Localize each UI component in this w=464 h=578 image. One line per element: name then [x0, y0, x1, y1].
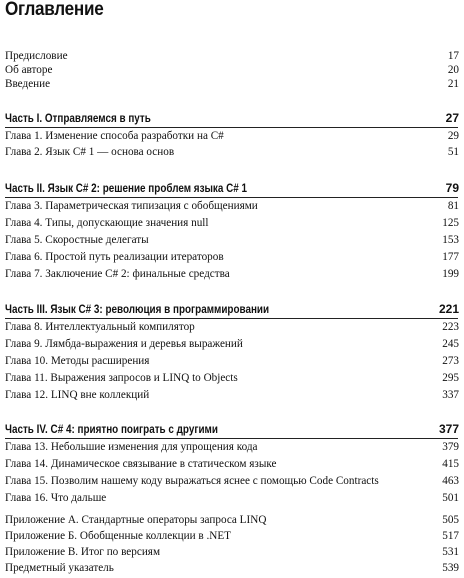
divider [5, 318, 458, 319]
toc-front-item-label: Введение [5, 78, 51, 90]
toc-chapter-item[interactable] [5, 337, 459, 351]
toc-chapter-item[interactable] [5, 457, 459, 471]
toc-chapter-item-label: Глава 2. Язык C# 1 — основа основ [5, 146, 175, 158]
toc-part-heading-label: Часть II. Язык C# 2: решение проблем языка C# 1 [5, 183, 248, 195]
toc-front-item-label: Предисловие [5, 50, 68, 62]
toc-back-item-label: Предметный указатель [5, 562, 114, 574]
toc-part-heading-label: Часть III. Язык C# 3: революция в программировании [5, 304, 270, 316]
toc-chapter-item-label: Глава 14. Динамическое связывание в статическом языке [5, 458, 277, 470]
toc-back-item-page-number: 539 [442, 562, 459, 574]
page-title: Оглавление [5, 0, 104, 20]
divider [5, 438, 458, 439]
toc-chapter-item[interactable] [5, 440, 459, 454]
toc-back-item[interactable] [5, 561, 459, 575]
toc-chapter-item[interactable] [5, 371, 459, 385]
toc-chapter-item[interactable] [5, 129, 459, 143]
toc-chapter-item-page-number: 415 [442, 458, 459, 470]
toc-front-item-page-number: 17 [447, 50, 459, 62]
toc-chapter-item[interactable] [5, 474, 459, 488]
toc-chapter-item-label: Глава 11. Выражения запросов и LINQ to Objects [5, 372, 238, 384]
toc-back-item-label: Приложение А. Стандартные операторы запроса LINQ [5, 514, 267, 526]
toc-chapter-item[interactable] [5, 388, 459, 402]
toc-back-item-label: Приложение Б. Обобщенные коллекции в .NET [5, 530, 232, 542]
divider [5, 197, 458, 198]
divider [5, 127, 458, 128]
toc-chapter-item[interactable] [5, 267, 459, 281]
toc-chapter-item-label: Глава 1. Изменение способа разработки на C# [5, 130, 224, 142]
toc-front-item[interactable] [5, 49, 459, 63]
toc-back-item[interactable] [5, 513, 459, 527]
toc-chapter-item-page-number: 245 [442, 338, 459, 350]
toc-chapter-item[interactable] [5, 320, 459, 334]
toc-chapter-item-page-number: 199 [442, 268, 459, 280]
toc-chapter-item[interactable] [5, 491, 459, 505]
toc-chapter-item[interactable] [5, 250, 459, 264]
toc-front-item[interactable] [5, 77, 459, 91]
toc-chapter-item-page-number: 223 [442, 321, 459, 333]
toc-back-item-page-number: 517 [442, 530, 459, 542]
toc-part-heading[interactable] [5, 301, 459, 317]
toc-chapter-item-page-number: 81 [447, 200, 459, 212]
toc-chapter-item-page-number: 125 [442, 217, 459, 229]
toc-back-item[interactable] [5, 545, 459, 559]
toc-part-heading[interactable] [5, 180, 459, 196]
toc-front-item-page-number: 20 [447, 64, 459, 76]
toc-part-heading[interactable] [5, 110, 459, 126]
toc-chapter-item-label: Глава 12. LINQ вне коллекций [5, 389, 150, 401]
toc-part-heading-label: Часть I. Отправляемся в путь [5, 113, 151, 125]
toc-chapter-item[interactable] [5, 145, 459, 159]
toc-chapter-item-page-number: 177 [442, 251, 459, 263]
toc-chapter-item-label: Глава 8. Интеллектуальный компилятор [5, 321, 195, 333]
toc-part-heading[interactable] [5, 421, 459, 437]
toc-chapter-item-label: Глава 9. Лямбда-выражения и деревья выражений [5, 338, 243, 350]
toc-part-heading-label: Часть IV. C# 4: приятно поиграть с другими [5, 424, 218, 436]
toc-chapter-item-label: Глава 5. Скоростные делегаты [5, 234, 149, 246]
toc-front-item-label: Об авторе [5, 64, 53, 76]
toc-chapter-item-page-number: 51 [447, 146, 459, 158]
toc-chapter-item-page-number: 379 [442, 441, 459, 453]
toc-chapter-item-page-number: 463 [442, 475, 459, 487]
toc-chapter-item-label: Глава 10. Методы расширения [5, 355, 150, 367]
toc-back-item-page-number: 505 [442, 514, 459, 526]
toc-chapter-item-label: Глава 3. Параметрическая типизация с обобщениями [5, 200, 258, 212]
toc-back-item-label: Приложение В. Итог по версиям [5, 546, 161, 558]
toc-part-heading-page-number: 79 [445, 181, 459, 195]
toc-chapter-item[interactable] [5, 354, 459, 368]
toc-chapter-item-page-number: 153 [442, 234, 459, 246]
toc-front-item-page-number: 21 [447, 78, 459, 90]
toc-chapter-item-label: Глава 7. Заключение C# 2: финальные средства [5, 268, 230, 280]
toc-chapter-item-label: Глава 6. Простой путь реализации итераторов [5, 251, 224, 263]
toc-chapter-item-label: Глава 4. Типы, допускающие значения null [5, 217, 209, 229]
toc-back-item[interactable] [5, 529, 459, 543]
toc-chapter-item-label: Глава 15. Позволим нашему коду выражаться яснее с помощью Code Contracts [5, 475, 379, 487]
toc-part-heading-page-number: 27 [445, 111, 459, 125]
toc-front-item[interactable] [5, 63, 459, 77]
toc-chapter-item[interactable] [5, 216, 459, 230]
toc-chapter-item-page-number: 295 [442, 372, 459, 384]
toc-back-item-page-number: 531 [442, 546, 459, 558]
toc-part-heading-page-number: 221 [438, 302, 459, 316]
toc-part-heading-page-number: 377 [438, 422, 459, 436]
toc-chapter-item-page-number: 29 [447, 130, 459, 142]
toc-chapter-item[interactable] [5, 199, 459, 213]
toc-chapter-item[interactable] [5, 233, 459, 247]
toc-chapter-item-label: Глава 13. Небольшие изменения для упрощения кода [5, 441, 258, 453]
toc-chapter-item-page-number: 273 [442, 355, 459, 367]
toc-chapter-item-page-number: 337 [442, 389, 459, 401]
toc-chapter-item-label: Глава 16. Что дальше [5, 492, 107, 504]
toc-chapter-item-page-number: 501 [442, 492, 459, 504]
